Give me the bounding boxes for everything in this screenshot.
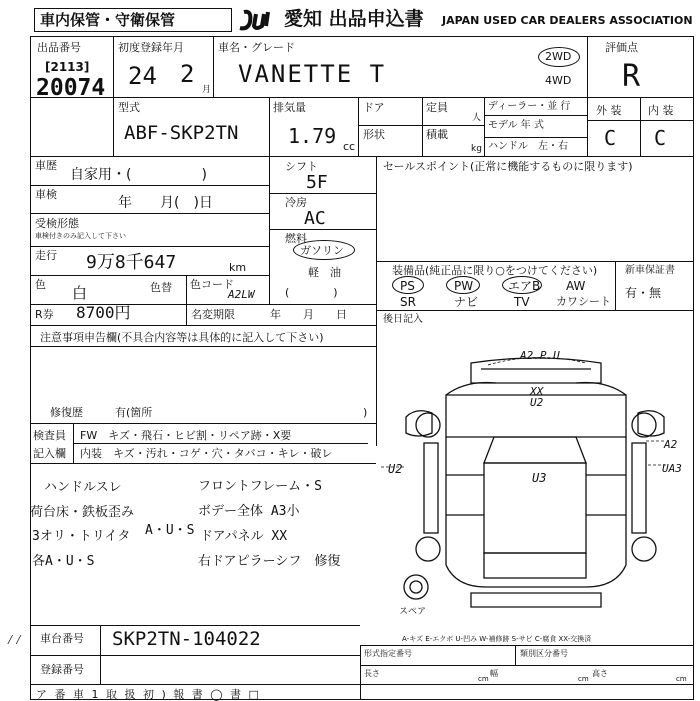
exterior-label: 外 装 bbox=[596, 104, 622, 117]
tax-deadline-label: 名変期限 bbox=[191, 308, 235, 321]
first-registration-year: 24 bbox=[128, 62, 157, 90]
handle-label: ハンドル 左・右 bbox=[488, 141, 568, 152]
color-label: 色 bbox=[35, 278, 46, 291]
repair-history-label: 修復歴 bbox=[50, 406, 83, 419]
first-registration-label: 初度登録年月 bbox=[118, 41, 184, 54]
note-right-3: ドアパネル XX bbox=[200, 529, 288, 544]
ju-logo-icon bbox=[238, 8, 282, 34]
note-left-4: 各A・U・S bbox=[32, 554, 95, 569]
equip-ps: PS bbox=[400, 279, 415, 293]
mileage-value: 9万8千647 bbox=[86, 252, 177, 273]
model-year-label: モデル 年 式 bbox=[488, 120, 544, 131]
model-code-value: ABF-SKP2TN bbox=[124, 122, 239, 144]
spare-label: スペア bbox=[399, 607, 427, 617]
height-unit: cm bbox=[676, 675, 687, 683]
equip-airbag: エアB bbox=[508, 279, 541, 293]
model-code-label: 型式 bbox=[118, 101, 140, 114]
first-registration-month: 2 bbox=[180, 60, 195, 88]
repair-close: ) bbox=[363, 406, 368, 419]
mileage-label: 走行 bbox=[35, 249, 57, 262]
exterior-grade: C bbox=[604, 126, 617, 150]
lot-number-small: [2113] bbox=[45, 60, 90, 74]
inspector-entry-label: 記入欄 bbox=[33, 447, 66, 460]
load-unit: kg bbox=[471, 144, 482, 154]
equip-aw: AW bbox=[566, 279, 586, 293]
height-label: 高さ bbox=[592, 669, 608, 678]
mark-top: A2.P.U bbox=[520, 349, 560, 362]
equip-sr: SR bbox=[400, 295, 416, 309]
inspector-fw-row: FW キズ・飛石・ヒビ割・リペア跡・X要 bbox=[80, 429, 292, 442]
displacement-label: 排気量 bbox=[273, 101, 306, 114]
month-unit: 月 bbox=[202, 85, 212, 95]
postscript-label: 後日記入 bbox=[383, 314, 423, 325]
grade-label: 評価点 bbox=[605, 41, 638, 54]
color-code-value: A2LW bbox=[228, 288, 255, 301]
capacity-label: 定員 bbox=[426, 101, 448, 114]
chassis-value: SKP2TN-104022 bbox=[112, 628, 261, 650]
fuel-diesel: 軽 油 bbox=[308, 266, 341, 279]
equip-pw: PW bbox=[454, 279, 474, 293]
aircon-label: 冷房 bbox=[285, 196, 307, 209]
note-right-2: ボデー全体 A3小 bbox=[198, 504, 300, 519]
equip-navi: ナビ bbox=[454, 295, 479, 309]
note-left-3: 3オリ・トリイタ bbox=[32, 529, 131, 544]
mileage-unit: km bbox=[229, 261, 247, 274]
class-num-label: 類別区分番号 bbox=[520, 649, 568, 658]
acceptance-label: 受検形態 bbox=[35, 217, 79, 230]
equip-airbag-circle bbox=[502, 276, 542, 294]
documents-row: ア 番 車 1 取 扱 初 ) 報 書 ◯ 書 □ bbox=[36, 688, 261, 701]
repair-history-value: 有(箇所 bbox=[115, 406, 153, 419]
car-name-label: 車名・グレード bbox=[218, 41, 295, 54]
color-change-label: 色替 bbox=[150, 281, 172, 294]
interior-label: 内 装 bbox=[648, 104, 674, 117]
note-right-4: 右ドアピラーシフ 修復 bbox=[198, 554, 341, 569]
notes-label: 注意事項申告欄(不具合内容等は具体的に記入して下さい) bbox=[40, 331, 324, 344]
chassis-label: 車台番号 bbox=[40, 632, 84, 645]
note-left-1: ハンドルスレ bbox=[44, 480, 122, 495]
storage-text: 車内保管・守衛保管 bbox=[40, 11, 176, 29]
equip-leather: カワシート bbox=[556, 295, 611, 308]
equip-ps-circle bbox=[392, 276, 424, 294]
ju-logo bbox=[238, 8, 282, 34]
new-warranty-label: 新車保証書 bbox=[625, 265, 675, 276]
shape-label: 形状 bbox=[363, 128, 385, 141]
type-cert-label: 形式指定番号 bbox=[364, 649, 412, 658]
inspector-int-row: 内装 キズ・汚れ・コゲ・穴・タバコ・キレ・破レ bbox=[80, 447, 333, 460]
fuel-label: 燃料 bbox=[285, 232, 307, 245]
mark-center: U3 bbox=[532, 471, 547, 485]
color-code-label: 色コード bbox=[190, 278, 234, 291]
width-unit: cm bbox=[578, 675, 589, 683]
recycle-value: 8700円 bbox=[76, 303, 131, 322]
aircon-value: AC bbox=[304, 208, 326, 229]
equipment-grid bbox=[390, 278, 612, 310]
scribble-mark: ⁄⁄ bbox=[6, 632, 23, 648]
history-label: 車歴 bbox=[35, 159, 57, 172]
displacement-value: 1.79 bbox=[288, 124, 337, 148]
mark-xx: XX U2 bbox=[530, 385, 544, 409]
drive-4wd: 4WD bbox=[545, 74, 572, 87]
dealer-label: ディーラー・並 行 bbox=[488, 101, 571, 112]
new-warranty-value: 有・無 bbox=[625, 286, 662, 300]
load-label: 積載 bbox=[426, 128, 448, 141]
color-value: 白 bbox=[72, 284, 88, 302]
mark-right-a2: A2 bbox=[664, 438, 678, 451]
lot-number-value: 20074 bbox=[36, 75, 106, 101]
form-title: 愛知 出品申込書 bbox=[284, 8, 424, 30]
door-label: ドア bbox=[363, 101, 385, 114]
shaken-value: 年 月( )日 bbox=[118, 195, 213, 211]
fuel-gasoline: ガソリン bbox=[300, 244, 344, 257]
selling-points-label: セールスポイント(正常に機能するものに限ります) bbox=[383, 160, 633, 173]
car-name-value: VANETTE T bbox=[238, 60, 387, 88]
acceptance-note: 車検付きのみ記入して下さい bbox=[35, 232, 126, 240]
shift-label: シフト bbox=[285, 160, 318, 173]
width-label: 幅 bbox=[490, 669, 498, 678]
note-left-2: 荷台床・鉄板歪み bbox=[30, 505, 135, 520]
equip-tv: TV bbox=[514, 295, 530, 309]
fuel-other: ( ) bbox=[285, 286, 338, 299]
lot-number-label: 出品番号 bbox=[37, 41, 81, 54]
interior-grade: C bbox=[654, 126, 667, 150]
equipment-label: 装備品(純正品に限り○をつけてください) bbox=[392, 264, 598, 277]
history-value: 自家用・( ) bbox=[70, 167, 207, 183]
note-left-aside: A・U・S bbox=[145, 523, 195, 538]
length-unit: cm bbox=[478, 675, 489, 683]
drive-2wd: 2WD bbox=[545, 50, 572, 63]
registration-label: 登録番号 bbox=[40, 663, 84, 676]
tax-deadline-value: 年 月 日 bbox=[270, 308, 347, 321]
note-right-1: フロントフレーム・S bbox=[198, 479, 322, 494]
shaken-label: 車検 bbox=[35, 188, 57, 201]
inspector-label: 検査員 bbox=[33, 429, 66, 442]
mark-right-ua3: UA3 bbox=[662, 462, 682, 475]
org-name: JAPAN USED CAR DEALERS ASSOCIATION bbox=[442, 14, 693, 27]
length-label: 長さ bbox=[364, 669, 380, 678]
damage-legend: A-キズ E-エクボ U-凹み W-補修跡 S-サビ C-腐食 XX-交換済 bbox=[402, 635, 592, 643]
displacement-unit: cc bbox=[343, 140, 356, 153]
recycle-label: R券 bbox=[35, 308, 54, 321]
mark-left: U2 bbox=[388, 462, 403, 476]
shift-value: 5F bbox=[306, 172, 328, 193]
equip-pw-circle bbox=[446, 276, 480, 294]
capacity-unit: 人 bbox=[472, 113, 482, 123]
grade-value: R bbox=[622, 59, 641, 94]
